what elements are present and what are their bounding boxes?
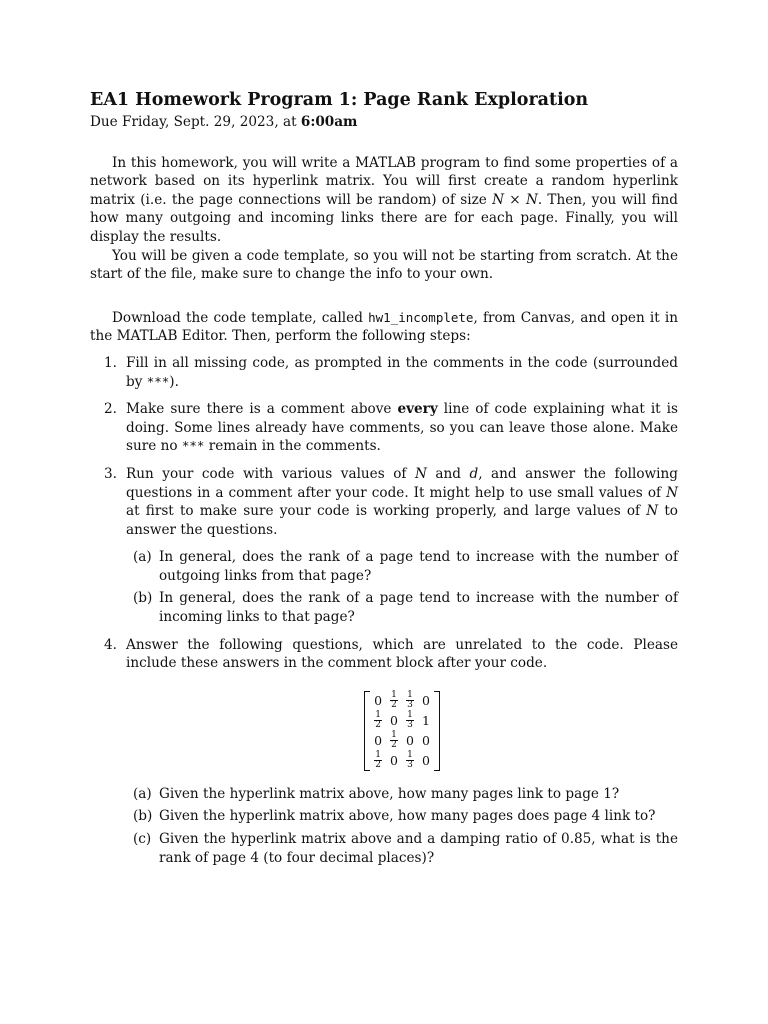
intro-p1-a: In this homework, you will write a MATLAB program to find some properties of a network based on its hyperlink matrix. You will first create a random hyperlink matrix (i.e. the page connections will be random) of size xyxy=(90,154,678,208)
fraction-denominator: 2 xyxy=(375,760,381,771)
fraction-denominator: 2 xyxy=(391,740,397,751)
spacer xyxy=(90,284,678,309)
fraction-numerator: 1 xyxy=(375,710,381,721)
fraction-numerator: 1 xyxy=(407,710,413,721)
sub-label: (c) xyxy=(133,831,152,848)
fraction-denominator: 2 xyxy=(375,720,381,731)
code-marker: *** xyxy=(146,373,170,389)
step-text: to answer the questions. xyxy=(126,503,678,538)
step-bold: every xyxy=(397,401,438,418)
step-text: Fill in all missing code, as prompted in the comments in the code (surrounded by xyxy=(126,354,678,390)
sub-questions xyxy=(126,785,678,867)
var-d: d xyxy=(469,465,479,482)
sub-text: In general, does the rank of a page tend to increase with the number of outgoing links from that page? xyxy=(159,549,678,584)
sub-text: Given the hyperlink matrix above and a damping ratio of 0.85, what is the rank of page 4 (to four decimal places)? xyxy=(159,831,678,866)
matrix-cell xyxy=(386,691,402,711)
title-rest: Page Rank Exploration xyxy=(357,90,589,110)
sub-label: (a) xyxy=(133,785,152,802)
sub-text: Given the hyperlink matrix above, how many pages link to page 1? xyxy=(159,785,620,802)
matrix-cell xyxy=(402,711,418,731)
matrix-brackets xyxy=(364,691,440,771)
list-item xyxy=(90,354,678,391)
intro-paragraph-1 xyxy=(90,154,678,247)
fraction xyxy=(406,691,414,710)
hyperlink-matrix xyxy=(126,691,678,771)
matrix-cell xyxy=(386,731,402,751)
download-a: Download the code template, called xyxy=(112,309,369,326)
matrix-cell: 0 xyxy=(390,752,398,768)
step-number: 2. xyxy=(104,401,117,418)
page-title xyxy=(90,88,678,112)
matrix-cell: 0 xyxy=(421,752,430,768)
sub-label: (a) xyxy=(133,549,152,566)
list-item xyxy=(126,548,678,585)
fraction xyxy=(390,731,398,750)
step-number: 4. xyxy=(104,636,117,653)
code-filename: hw1_incomplete xyxy=(368,309,474,325)
list-item xyxy=(126,589,678,626)
step-text: , and answer the following questions in a comment after your code. It might help to use small values of xyxy=(126,465,678,501)
fraction-numerator: 1 xyxy=(407,690,413,701)
step-text: remain in the comments. xyxy=(204,438,381,455)
fraction-denominator: 3 xyxy=(407,700,413,711)
list-item xyxy=(126,830,678,867)
list-item xyxy=(90,400,678,456)
matrix-cell: 0 xyxy=(390,712,398,728)
var-n: N xyxy=(646,503,659,520)
code-marker: *** xyxy=(181,438,205,454)
step-number: 3. xyxy=(104,465,117,482)
fraction-numerator: 1 xyxy=(391,730,397,741)
matrix-cell xyxy=(402,751,418,771)
list-item xyxy=(126,785,678,804)
matrix-row xyxy=(370,711,434,731)
due-date xyxy=(90,113,678,132)
matrix-cell xyxy=(370,751,386,771)
matrix-cell: 0 xyxy=(374,732,383,748)
matrix-cell xyxy=(370,711,386,731)
fraction-numerator: 1 xyxy=(375,750,381,761)
step-text: Run your code with various values of xyxy=(126,465,415,482)
fraction xyxy=(374,751,382,770)
matrix-row xyxy=(370,751,434,771)
step-text: Make sure there is a comment above xyxy=(126,401,398,418)
matrix-cell: 0 xyxy=(374,692,383,708)
intro-paragraph-2: You will be given a code template, so you will not be starting from scratch. At the start of the file, make sure to change the info to your own. xyxy=(90,247,678,283)
document-page xyxy=(90,88,678,876)
step-text: Answer the following questions, which are unrelated to the code. Please include these answers in the comment block after your code. xyxy=(126,636,678,672)
var-n: N xyxy=(414,465,427,482)
matrix-row xyxy=(370,731,434,751)
var-n: N xyxy=(666,484,678,501)
fraction-denominator: 2 xyxy=(391,700,397,711)
sub-text: In general, does the rank of a page tend to increase with the number of incoming links to that page? xyxy=(159,590,678,626)
steps-list xyxy=(90,354,678,867)
var-n: N xyxy=(525,191,538,208)
matrix-row xyxy=(370,691,434,711)
due-time: 6:00am xyxy=(300,114,358,130)
fraction xyxy=(406,751,414,770)
matrix-cell: 0 xyxy=(406,732,414,748)
sub-label: (b) xyxy=(133,590,153,607)
matrix-cell: 0 xyxy=(421,732,430,748)
fraction-numerator: 1 xyxy=(407,750,413,761)
var-n: N xyxy=(492,191,504,208)
fraction xyxy=(406,711,414,730)
matrix-table xyxy=(370,691,434,771)
sub-label: (b) xyxy=(133,808,153,825)
fraction-numerator: 1 xyxy=(391,690,397,701)
due-prefix: Due Friday, Sept. 29, 2023, at xyxy=(90,114,301,130)
step-text: line of code explaining what it is doing. Some lines already have comments, so you can leave those alone. Make sure no xyxy=(126,401,678,455)
fraction xyxy=(390,691,398,710)
times-sign: × xyxy=(504,191,526,208)
list-item xyxy=(126,807,678,826)
sub-questions xyxy=(126,548,678,626)
intro-p1-b: . Then, you will find how many outgoing and incoming links there are for each page. Finally, you will display the results. xyxy=(90,191,678,245)
matrix-cell xyxy=(402,691,418,711)
title-bold: EA1 Homework Program 1: xyxy=(90,90,358,110)
list-item xyxy=(90,465,678,627)
matrix-cell: 1 xyxy=(421,712,430,728)
download-b: , from Canvas, and open it in the MATLAB Editor. Then, perform the following steps: xyxy=(90,309,678,345)
download-paragraph xyxy=(90,309,678,346)
list-item xyxy=(90,636,678,868)
sub-text: Given the hyperlink matrix above, how many pages does page 4 link to? xyxy=(159,808,656,825)
step-text: ). xyxy=(169,373,179,390)
fraction xyxy=(374,711,382,730)
fraction-denominator: 3 xyxy=(407,760,413,771)
fraction-denominator: 3 xyxy=(407,720,413,731)
step-text: and xyxy=(426,465,470,482)
step-number: 1. xyxy=(104,354,117,371)
step-text: at first to make sure your code is working properly, and large values of xyxy=(126,503,647,520)
matrix-cell: 0 xyxy=(421,692,430,708)
